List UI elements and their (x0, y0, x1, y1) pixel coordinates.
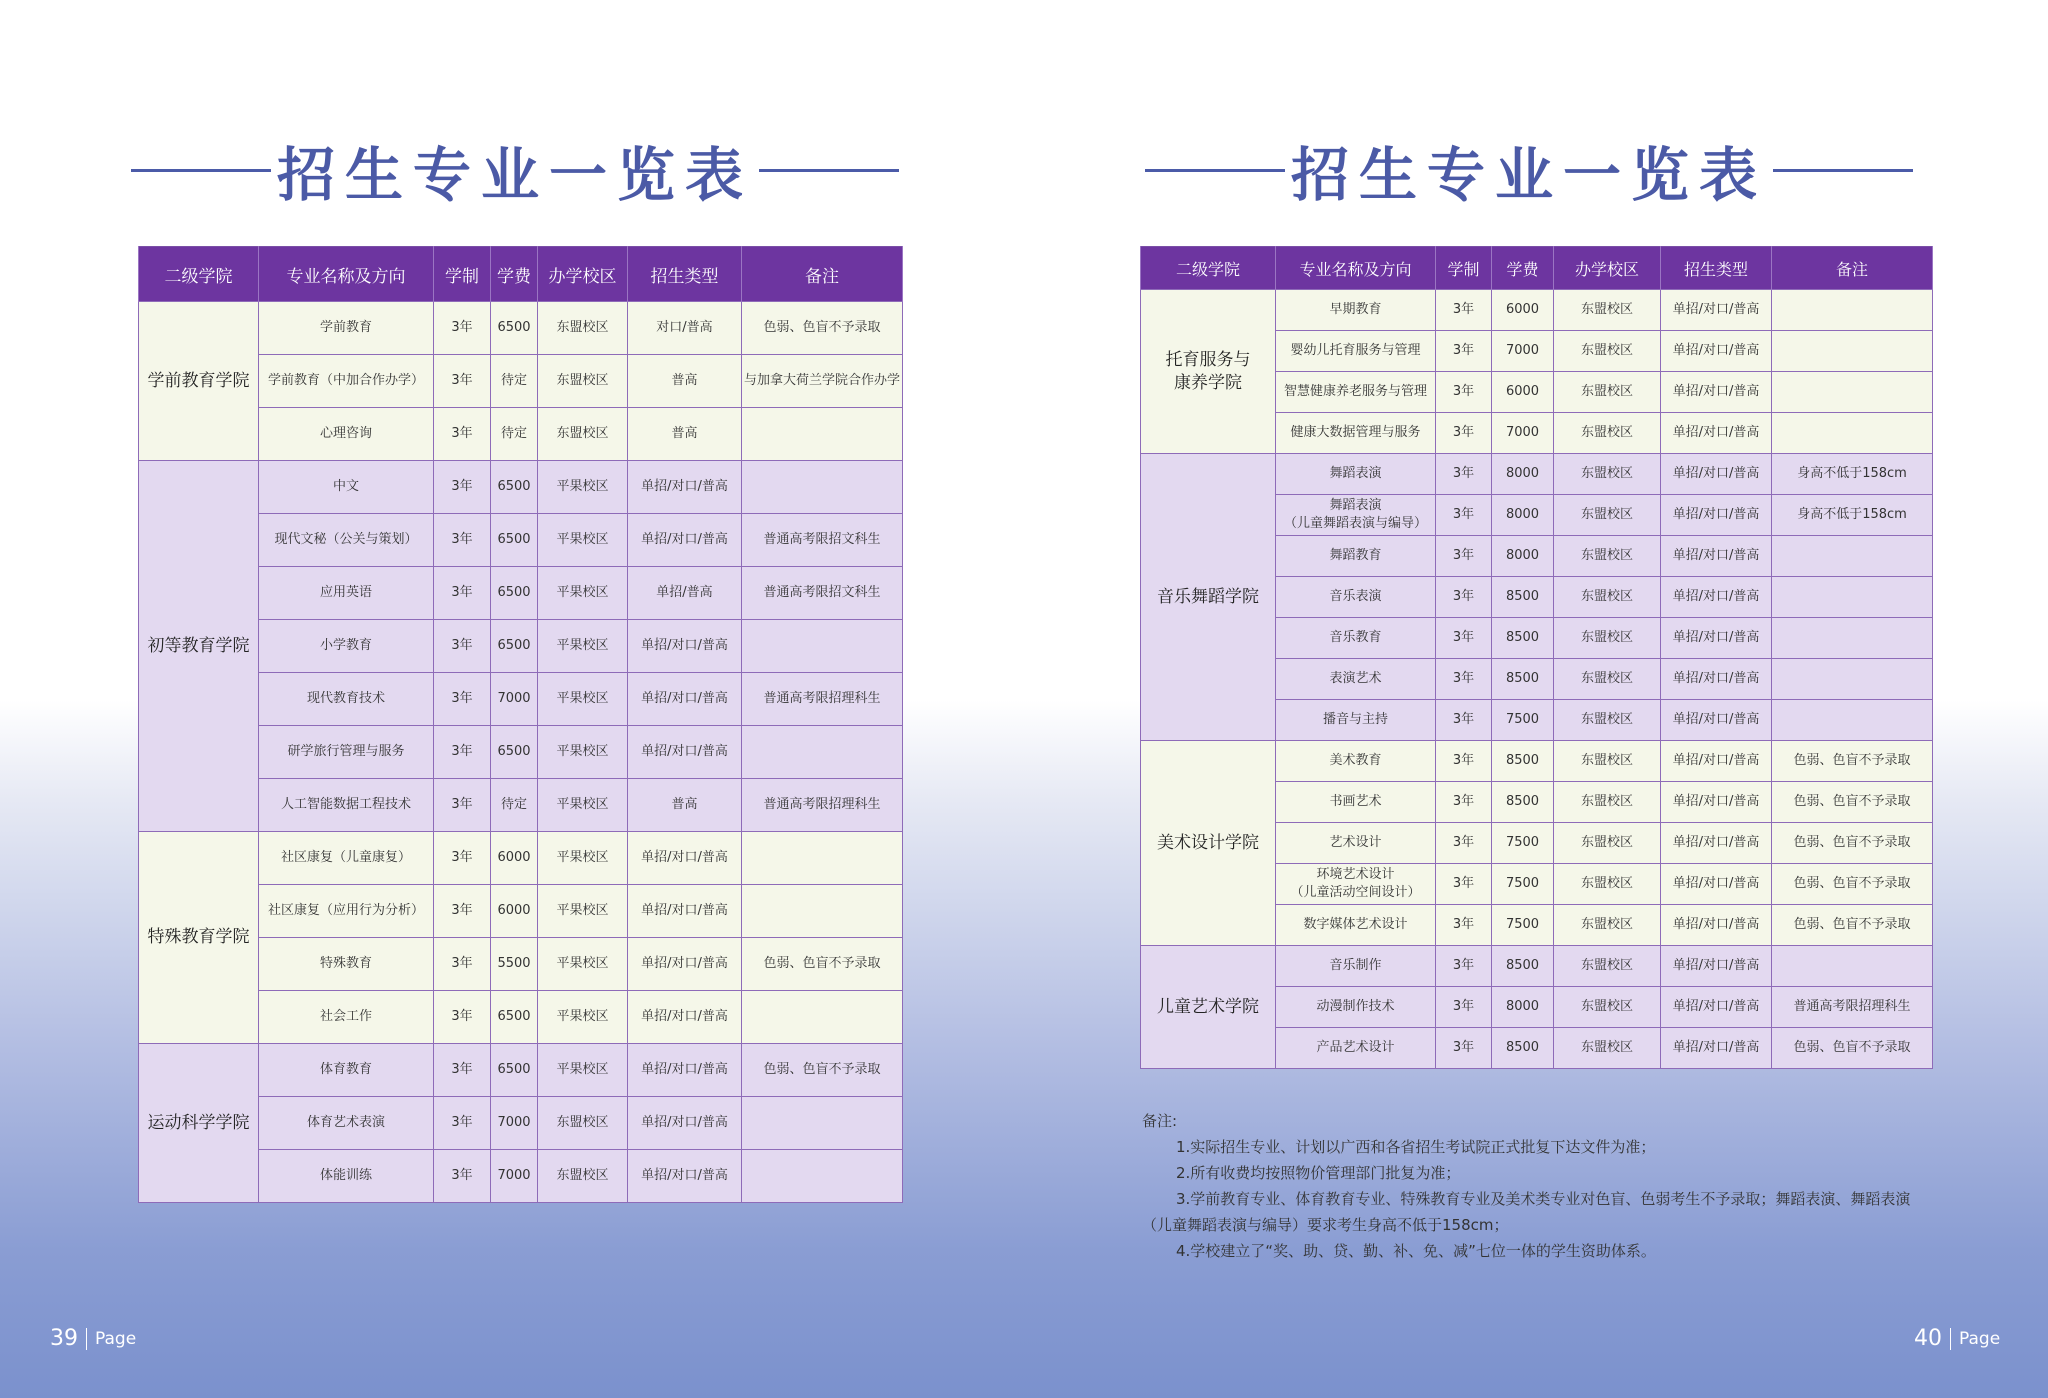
tuition-cell: 6500 (491, 514, 538, 567)
admission-type-cell: 单招/对口/普高 (1661, 946, 1772, 987)
header-duration: 学制 (1436, 247, 1492, 290)
major-cell: 舞蹈表演 （儿童舞蹈表演与编导） (1276, 495, 1436, 536)
duration-cell: 3年 (434, 832, 491, 885)
major-cell: 学前教育 (259, 302, 434, 355)
page-label: Page (95, 1328, 137, 1349)
major-cell: 婴幼儿托育服务与管理 (1276, 331, 1436, 372)
notes-heading: 备注: (1142, 1112, 1178, 1130)
tuition-cell: 6500 (491, 991, 538, 1044)
college-cell: 音乐舞蹈学院 (1141, 454, 1276, 741)
remarks-cell: 色弱、色盲不予录取 (742, 302, 903, 355)
note-item-2: 2.所有收费均按照物价管理部门批复为准； (1176, 1164, 1461, 1182)
college-cell: 初等教育学院 (139, 461, 259, 832)
campus-cell: 东盟校区 (1554, 659, 1661, 700)
campus-cell: 东盟校区 (1554, 987, 1661, 1028)
admission-type-cell: 单招/对口/普高 (628, 514, 742, 567)
right-page-title (1144, 120, 1914, 220)
campus-cell: 东盟校区 (1554, 946, 1661, 987)
tuition-cell: 8500 (1492, 659, 1554, 700)
remarks-cell: 普通高考限招理科生 (742, 673, 903, 726)
table-row (139, 1044, 903, 1097)
duration-cell: 3年 (434, 302, 491, 355)
table-row (1141, 454, 1933, 495)
page-number: 40 (1914, 1326, 1942, 1351)
duration-cell: 3年 (1436, 659, 1492, 700)
major-cell: 智慧健康养老服务与管理 (1276, 372, 1436, 413)
major-cell: 体能训练 (259, 1150, 434, 1203)
note-item-4: 4.学校建立了“奖、助、贷、勤、补、免、减”七位一体的学生资助体系。 (1176, 1242, 1656, 1260)
duration-cell: 3年 (1436, 782, 1492, 823)
right-page-number (1914, 1326, 2000, 1351)
tuition-cell: 6000 (1492, 290, 1554, 331)
admission-type-cell: 单招/对口/普高 (1661, 536, 1772, 577)
remarks-cell: 色弱、色盲不予录取 (1772, 741, 1933, 782)
admission-type-cell: 单招/对口/普高 (1661, 331, 1772, 372)
major-cell: 现代文秘（公关与策划） (259, 514, 434, 567)
tuition-cell: 8500 (1492, 1028, 1554, 1069)
major-cell: 特殊教育 (259, 938, 434, 991)
duration-cell: 3年 (434, 408, 491, 461)
right-table-body (1141, 290, 1933, 1069)
campus-cell: 东盟校区 (1554, 782, 1661, 823)
remarks-cell (1772, 618, 1933, 659)
major-cell: 音乐表演 (1276, 577, 1436, 618)
remarks-cell (1772, 536, 1933, 577)
tuition-cell: 7500 (1492, 864, 1554, 905)
header-major: 专业名称及方向 (259, 247, 434, 302)
campus-cell: 东盟校区 (1554, 331, 1661, 372)
remarks-cell (742, 991, 903, 1044)
remarks-cell: 身高不低于158cm (1772, 495, 1933, 536)
major-cell: 心理咨询 (259, 408, 434, 461)
left-admissions-table (138, 246, 903, 1203)
duration-cell: 3年 (1436, 741, 1492, 782)
campus-cell: 平果校区 (538, 673, 628, 726)
tuition-cell: 7000 (1492, 413, 1554, 454)
tuition-cell: 8000 (1492, 536, 1554, 577)
campus-cell: 东盟校区 (1554, 864, 1661, 905)
table-row (1141, 290, 1933, 331)
duration-cell: 3年 (434, 355, 491, 408)
duration-cell: 3年 (434, 461, 491, 514)
campus-cell: 东盟校区 (538, 1150, 628, 1203)
duration-cell: 3年 (1436, 946, 1492, 987)
admission-type-cell: 单招/对口/普高 (1661, 659, 1772, 700)
campus-cell: 平果校区 (538, 620, 628, 673)
note-item-3: 3.学前教育专业、体育教育专业、特殊教育专业及美术类专业对色盲、色弱考生不予录取；舞蹈表演、舞蹈表演（儿童舞蹈表演与编导）要求考生身高不低于158cm； (1142, 1190, 1911, 1234)
tuition-cell: 待定 (491, 355, 538, 408)
remarks-cell (742, 620, 903, 673)
admission-type-cell: 单招/对口/普高 (628, 1097, 742, 1150)
major-cell: 音乐制作 (1276, 946, 1436, 987)
campus-cell: 东盟校区 (1554, 700, 1661, 741)
duration-cell: 3年 (1436, 536, 1492, 577)
admission-type-cell: 单招/对口/普高 (628, 832, 742, 885)
tuition-cell: 8500 (1492, 782, 1554, 823)
remarks-cell (742, 461, 903, 514)
campus-cell: 东盟校区 (1554, 495, 1661, 536)
duration-cell: 3年 (434, 673, 491, 726)
major-cell: 音乐教育 (1276, 618, 1436, 659)
duration-cell: 3年 (434, 938, 491, 991)
page-number: 39 (50, 1326, 78, 1351)
remarks-cell: 色弱、色盲不予录取 (742, 938, 903, 991)
table-row (1141, 946, 1933, 987)
major-cell: 体育教育 (259, 1044, 434, 1097)
admission-type-cell: 单招/对口/普高 (1661, 823, 1772, 864)
tuition-cell: 6000 (491, 885, 538, 938)
major-cell: 舞蹈表演 (1276, 454, 1436, 495)
admission-type-cell: 单招/对口/普高 (628, 726, 742, 779)
major-cell: 体育艺术表演 (259, 1097, 434, 1150)
header-admission-type: 招生类型 (1661, 247, 1772, 290)
major-cell: 社区康复（儿童康复） (259, 832, 434, 885)
header-remarks: 备注 (1772, 247, 1933, 290)
header-duration: 学制 (434, 247, 491, 302)
admission-type-cell: 单招/对口/普高 (1661, 741, 1772, 782)
major-cell: 学前教育（中加合作办学） (259, 355, 434, 408)
remarks-cell (1772, 659, 1933, 700)
remarks-cell: 普通高考限招理科生 (1772, 987, 1933, 1028)
table-header-row (139, 247, 903, 302)
campus-cell: 东盟校区 (538, 355, 628, 408)
duration-cell: 3年 (434, 991, 491, 1044)
campus-cell: 平果校区 (538, 991, 628, 1044)
duration-cell: 3年 (434, 1150, 491, 1203)
major-cell: 环境艺术设计 （儿童活动空间设计） (1276, 864, 1436, 905)
campus-cell: 平果校区 (538, 832, 628, 885)
tuition-cell: 7500 (1492, 700, 1554, 741)
table-row (139, 832, 903, 885)
duration-cell: 3年 (434, 1097, 491, 1150)
duration-cell: 3年 (1436, 290, 1492, 331)
duration-cell: 3年 (1436, 413, 1492, 454)
tuition-cell: 8500 (1492, 946, 1554, 987)
remarks-cell (1772, 946, 1933, 987)
remarks-cell (742, 885, 903, 938)
campus-cell: 东盟校区 (1554, 823, 1661, 864)
duration-cell: 3年 (1436, 700, 1492, 741)
major-cell: 现代教育技术 (259, 673, 434, 726)
major-cell: 应用英语 (259, 567, 434, 620)
title-rule-left (1145, 169, 1285, 172)
major-cell: 艺术设计 (1276, 823, 1436, 864)
page-label: Page (1959, 1328, 2001, 1349)
college-cell: 儿童艺术学院 (1141, 946, 1276, 1069)
remarks-cell: 与加拿大荷兰学院合作办学 (742, 355, 903, 408)
major-cell: 人工智能数据工程技术 (259, 779, 434, 832)
admission-type-cell: 单招/对口/普高 (1661, 454, 1772, 495)
major-cell: 社区康复（应用行为分析） (259, 885, 434, 938)
campus-cell: 东盟校区 (1554, 905, 1661, 946)
admission-type-cell: 单招/对口/普高 (1661, 618, 1772, 659)
campus-cell: 平果校区 (538, 726, 628, 779)
remarks-cell: 色弱、色盲不予录取 (1772, 823, 1933, 864)
admission-type-cell: 单招/对口/普高 (1661, 864, 1772, 905)
admission-type-cell: 单招/对口/普高 (1661, 1028, 1772, 1069)
left-page-title (130, 120, 900, 220)
tuition-cell: 6000 (491, 832, 538, 885)
duration-cell: 3年 (1436, 823, 1492, 864)
campus-cell: 平果校区 (538, 1044, 628, 1097)
tuition-cell: 7000 (491, 1150, 538, 1203)
admission-type-cell: 单招/对口/普高 (628, 885, 742, 938)
table-row (1141, 741, 1933, 782)
admission-type-cell: 单招/对口/普高 (1661, 700, 1772, 741)
left-table-body (139, 302, 903, 1203)
header-tuition: 学费 (491, 247, 538, 302)
remarks-cell: 身高不低于158cm (1772, 454, 1933, 495)
admission-type-cell: 单招/对口/普高 (1661, 372, 1772, 413)
campus-cell: 平果校区 (538, 885, 628, 938)
remarks-cell (742, 726, 903, 779)
table-header-row (1141, 247, 1933, 290)
admission-type-cell: 普高 (628, 408, 742, 461)
remarks-notes (1142, 1108, 1932, 1264)
major-cell: 中文 (259, 461, 434, 514)
header-major: 专业名称及方向 (1276, 247, 1436, 290)
tuition-cell: 8000 (1492, 495, 1554, 536)
tuition-cell: 待定 (491, 408, 538, 461)
campus-cell: 东盟校区 (1554, 1028, 1661, 1069)
campus-cell: 平果校区 (538, 514, 628, 567)
campus-cell: 东盟校区 (1554, 413, 1661, 454)
duration-cell: 3年 (1436, 618, 1492, 659)
duration-cell: 3年 (1436, 864, 1492, 905)
page-number-divider (86, 1328, 87, 1350)
admission-type-cell: 单招/对口/普高 (1661, 577, 1772, 618)
admission-type-cell: 单招/对口/普高 (628, 1044, 742, 1097)
major-cell: 舞蹈教育 (1276, 536, 1436, 577)
college-cell: 美术设计学院 (1141, 741, 1276, 946)
duration-cell: 3年 (434, 885, 491, 938)
tuition-cell: 8500 (1492, 618, 1554, 659)
admission-type-cell: 单招/对口/普高 (1661, 987, 1772, 1028)
note-item-1: 1.实际招生专业、计划以广西和各省招生考试院正式批复下达文件为准； (1176, 1138, 1656, 1156)
campus-cell: 平果校区 (538, 461, 628, 514)
campus-cell: 东盟校区 (1554, 577, 1661, 618)
admission-type-cell: 单招/对口/普高 (1661, 782, 1772, 823)
tuition-cell: 8000 (1492, 987, 1554, 1028)
campus-cell: 东盟校区 (538, 302, 628, 355)
remarks-cell: 色弱、色盲不予录取 (1772, 905, 1933, 946)
tuition-cell: 5500 (491, 938, 538, 991)
tuition-cell: 6500 (491, 1044, 538, 1097)
campus-cell: 东盟校区 (1554, 290, 1661, 331)
header-college: 二级学院 (1141, 247, 1276, 290)
major-cell: 产品艺术设计 (1276, 1028, 1436, 1069)
campus-cell: 东盟校区 (1554, 741, 1661, 782)
admission-type-cell: 普高 (628, 355, 742, 408)
college-cell: 托育服务与 康养学院 (1141, 290, 1276, 454)
duration-cell: 3年 (1436, 987, 1492, 1028)
college-cell: 学前教育学院 (139, 302, 259, 461)
remarks-cell (742, 832, 903, 885)
major-cell: 美术教育 (1276, 741, 1436, 782)
admission-type-cell: 单招/对口/普高 (628, 991, 742, 1044)
campus-cell: 东盟校区 (1554, 372, 1661, 413)
admission-type-cell: 单招/对口/普高 (628, 461, 742, 514)
duration-cell: 3年 (434, 726, 491, 779)
tuition-cell: 待定 (491, 779, 538, 832)
remarks-cell (1772, 290, 1933, 331)
duration-cell: 3年 (1436, 331, 1492, 372)
duration-cell: 3年 (434, 779, 491, 832)
remarks-cell (742, 1150, 903, 1203)
college-cell: 特殊教育学院 (139, 832, 259, 1044)
remarks-cell (1772, 700, 1933, 741)
tuition-cell: 7000 (491, 673, 538, 726)
duration-cell: 3年 (1436, 577, 1492, 618)
admission-type-cell: 单招/对口/普高 (628, 673, 742, 726)
admission-type-cell: 单招/普高 (628, 567, 742, 620)
title-rule-left (131, 169, 271, 172)
tuition-cell: 6500 (491, 461, 538, 514)
campus-cell: 平果校区 (538, 938, 628, 991)
tuition-cell: 7500 (1492, 905, 1554, 946)
duration-cell: 3年 (434, 1044, 491, 1097)
remarks-cell: 色弱、色盲不予录取 (1772, 782, 1933, 823)
header-college: 二级学院 (139, 247, 259, 302)
tuition-cell: 6500 (491, 567, 538, 620)
remarks-cell (1772, 331, 1933, 372)
tuition-cell: 6500 (491, 726, 538, 779)
right-admissions-table (1140, 246, 1933, 1069)
table-row (139, 302, 903, 355)
page-number-divider (1950, 1328, 1951, 1350)
tuition-cell: 8500 (1492, 577, 1554, 618)
major-cell: 社会工作 (259, 991, 434, 1044)
header-admission-type: 招生类型 (628, 247, 742, 302)
campus-cell: 东盟校区 (538, 1097, 628, 1150)
major-cell: 健康大数据管理与服务 (1276, 413, 1436, 454)
left-title-text: 招生专业一览表 (276, 141, 753, 209)
header-remarks: 备注 (742, 247, 903, 302)
college-cell: 运动科学学院 (139, 1044, 259, 1203)
campus-cell: 东盟校区 (1554, 454, 1661, 495)
tuition-cell: 6500 (491, 302, 538, 355)
major-cell: 表演艺术 (1276, 659, 1436, 700)
major-cell: 动漫制作技术 (1276, 987, 1436, 1028)
right-title-text: 招生专业一览表 (1290, 141, 1767, 209)
tuition-cell: 6000 (1492, 372, 1554, 413)
remarks-cell (1772, 413, 1933, 454)
header-tuition: 学费 (1492, 247, 1554, 290)
admission-type-cell: 对口/普高 (628, 302, 742, 355)
remarks-cell: 色弱、色盲不予录取 (1772, 864, 1933, 905)
table-row (139, 461, 903, 514)
admission-type-cell: 单招/对口/普高 (628, 620, 742, 673)
major-cell: 播音与主持 (1276, 700, 1436, 741)
tuition-cell: 8000 (1492, 454, 1554, 495)
tuition-cell: 6500 (491, 620, 538, 673)
major-cell: 小学教育 (259, 620, 434, 673)
tuition-cell: 7500 (1492, 823, 1554, 864)
title-rule-right (1773, 169, 1913, 172)
major-cell: 研学旅行管理与服务 (259, 726, 434, 779)
campus-cell: 东盟校区 (1554, 536, 1661, 577)
tuition-cell: 7000 (1492, 331, 1554, 372)
major-cell: 数字媒体艺术设计 (1276, 905, 1436, 946)
remarks-cell (742, 1097, 903, 1150)
title-rule-right (759, 169, 899, 172)
campus-cell: 平果校区 (538, 567, 628, 620)
remarks-cell: 普通高考限招文科生 (742, 514, 903, 567)
left-page-number (50, 1326, 136, 1351)
tuition-cell: 7000 (491, 1097, 538, 1150)
admission-type-cell: 单招/对口/普高 (1661, 905, 1772, 946)
duration-cell: 3年 (1436, 495, 1492, 536)
campus-cell: 东盟校区 (1554, 618, 1661, 659)
header-campus: 办学校区 (1554, 247, 1661, 290)
remarks-cell (1772, 577, 1933, 618)
remarks-cell: 普通高考限招理科生 (742, 779, 903, 832)
major-cell: 书画艺术 (1276, 782, 1436, 823)
major-cell: 早期教育 (1276, 290, 1436, 331)
admission-type-cell: 单招/对口/普高 (1661, 413, 1772, 454)
remarks-cell: 普通高考限招文科生 (742, 567, 903, 620)
duration-cell: 3年 (1436, 454, 1492, 495)
duration-cell: 3年 (434, 620, 491, 673)
campus-cell: 东盟校区 (538, 408, 628, 461)
duration-cell: 3年 (434, 567, 491, 620)
duration-cell: 3年 (434, 514, 491, 567)
campus-cell: 平果校区 (538, 779, 628, 832)
admission-type-cell: 单招/对口/普高 (628, 938, 742, 991)
tuition-cell: 8500 (1492, 741, 1554, 782)
admission-type-cell: 单招/对口/普高 (1661, 495, 1772, 536)
admission-type-cell: 单招/对口/普高 (1661, 290, 1772, 331)
duration-cell: 3年 (1436, 372, 1492, 413)
remarks-cell: 色弱、色盲不予录取 (1772, 1028, 1933, 1069)
duration-cell: 3年 (1436, 905, 1492, 946)
admission-type-cell: 普高 (628, 779, 742, 832)
admission-type-cell: 单招/对口/普高 (628, 1150, 742, 1203)
duration-cell: 3年 (1436, 1028, 1492, 1069)
header-campus: 办学校区 (538, 247, 628, 302)
remarks-cell (742, 408, 903, 461)
remarks-cell: 色弱、色盲不予录取 (742, 1044, 903, 1097)
remarks-cell (1772, 372, 1933, 413)
